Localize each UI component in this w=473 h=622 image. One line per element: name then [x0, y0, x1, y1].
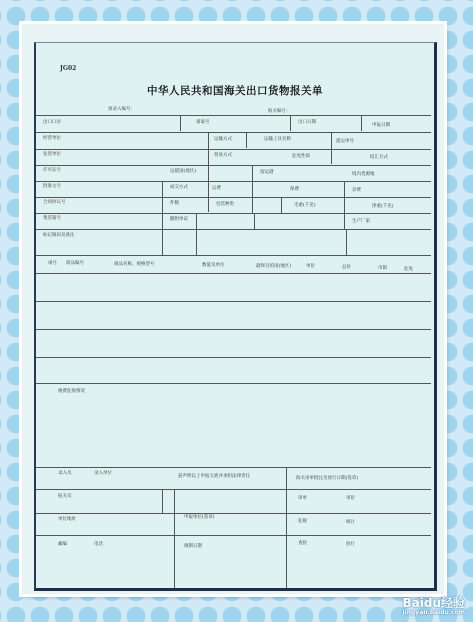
grid-line: [281, 197, 282, 213]
misc-fee-label: 杂费: [352, 188, 361, 193]
freight-label: 运费: [212, 186, 221, 191]
approval-no-label: 批准文号: [43, 184, 61, 189]
operating-unit-label: 经营单位: [43, 136, 61, 141]
grid-line: [246, 132, 247, 148]
domestic-source-label: 境内货源地: [352, 172, 375, 177]
export-date-label: 出口日期: [298, 120, 316, 125]
col-qty: 数量及单位: [202, 263, 225, 268]
release-label: 放行: [346, 542, 355, 547]
license-no-label: 许可证号: [43, 168, 61, 173]
col-dest: 最终目的国(地区): [256, 264, 292, 269]
settlement-mode-label: 结汇方式: [370, 155, 388, 160]
grid-line: [254, 213, 255, 229]
preentry-no-label: 预录入编号：: [108, 107, 135, 112]
grid-line: [36, 383, 431, 384]
transport-tool-label: 运输工具名称: [264, 137, 291, 142]
inspection-label: 查验: [298, 541, 307, 546]
dest-port-label: 指运港: [260, 170, 274, 175]
audit-price-label: 审价: [346, 496, 355, 501]
tax-status-label: 税费征收情况: [58, 389, 85, 394]
grid-line: [36, 229, 431, 230]
grid-line: [36, 273, 431, 274]
grid-line: [290, 115, 291, 131]
watermark-url: jingyan.baidu.com: [402, 609, 465, 616]
grid-line: [36, 213, 431, 214]
grid-line: [344, 213, 345, 229]
grid-line: [36, 255, 431, 256]
grid-line: [174, 489, 175, 588]
grid-line: [36, 357, 431, 358]
declarant-label: 报关员: [58, 494, 72, 499]
grid-line: [36, 535, 431, 536]
grid-line: [346, 229, 347, 255]
grid-line: [331, 132, 332, 164]
col-item-no: 项号: [48, 261, 57, 266]
package-type-label: 包装种类: [216, 202, 234, 207]
trade-mode-label: 贸易方式: [214, 153, 232, 158]
grid-line: [36, 149, 431, 150]
export-port-label: 出口口岸: [43, 120, 61, 125]
col-levy: 征免: [404, 267, 413, 272]
tax-collect-label: 征税: [298, 519, 307, 524]
grid-line: [36, 329, 431, 330]
dest-country-label: 运抵国(地区): [170, 169, 197, 174]
grid-line: [196, 213, 197, 255]
fill-date-label: 填制日期: [184, 544, 202, 549]
postcode-label: 邮编: [58, 542, 67, 547]
contract-no-label: 合同协议号: [43, 200, 66, 205]
gross-weight-label: 毛重(千克): [294, 203, 316, 208]
col-total: 总价: [342, 265, 351, 270]
declare-date-label: 申报日期: [372, 123, 390, 128]
grid-line: [162, 181, 163, 255]
bill-no-label: 提运单号: [336, 139, 354, 144]
grid-line: [36, 132, 431, 133]
statistics-label: 统计: [346, 520, 355, 525]
grid-line: [36, 301, 431, 302]
grid-line: [36, 197, 431, 198]
grid-line: [36, 165, 431, 166]
col-name: 商品名称、规格型号: [114, 262, 155, 267]
grid-line: [36, 489, 431, 490]
grid-line: [36, 115, 431, 116]
statement-label: 兹声明以上申报无讹并承担法律责任: [178, 474, 250, 479]
entry-unit-label: 录入单位: [94, 471, 112, 476]
grid-line: [361, 115, 362, 131]
grid-line: [180, 115, 181, 131]
grid-line: [344, 181, 345, 213]
marks-remarks-label: 标记唛码及备注: [43, 233, 75, 238]
levy-nature-label: 征免性质: [292, 154, 310, 159]
container-no-label: 集装箱号: [43, 216, 61, 221]
grid-line: [36, 467, 431, 468]
grid-line: [36, 181, 431, 182]
pieces-label: 件数: [170, 201, 179, 206]
customs-no-label: 海关编号：: [268, 109, 291, 114]
entry-clerk-label: 录入员: [58, 471, 72, 476]
review-label: 审单: [298, 496, 307, 501]
grid-line: [252, 165, 253, 213]
customs-approval-label: 海关审单批注及放行日期(签章): [296, 476, 359, 481]
grid-line: [286, 467, 287, 588]
grid-line: [208, 132, 209, 212]
phone-label: 电话: [94, 542, 103, 547]
declare-unit-label: 申报单位(签章): [184, 515, 215, 520]
consignor-unit-label: 发货单位: [43, 152, 61, 157]
grid-line: [36, 513, 431, 514]
watermark-brand: Baidu经验: [402, 596, 465, 610]
insurance-label: 保费: [290, 187, 299, 192]
grid-line: [162, 489, 163, 513]
customs-declaration-form: [34, 42, 437, 591]
col-code: 商品编号: [66, 261, 84, 266]
form-code: JG02: [60, 65, 77, 72]
baidu-watermark: [403, 594, 466, 616]
form-title: 中华人民共和国海关出口货物报关单: [147, 85, 323, 97]
deal-mode-label: 成交方式: [170, 185, 188, 190]
transport-mode-label: 运输方式: [214, 137, 232, 142]
net-weight-label: 净重(千克): [372, 204, 394, 209]
record-no-label: 备案号: [196, 120, 210, 125]
col-currency: 币制: [378, 266, 387, 271]
col-price: 单价: [306, 264, 315, 269]
attached-docs-label: 随附单证: [170, 217, 188, 222]
unit-address-label: 单位地址: [58, 517, 76, 522]
manufacturer-label: 生产厂家: [352, 219, 370, 224]
